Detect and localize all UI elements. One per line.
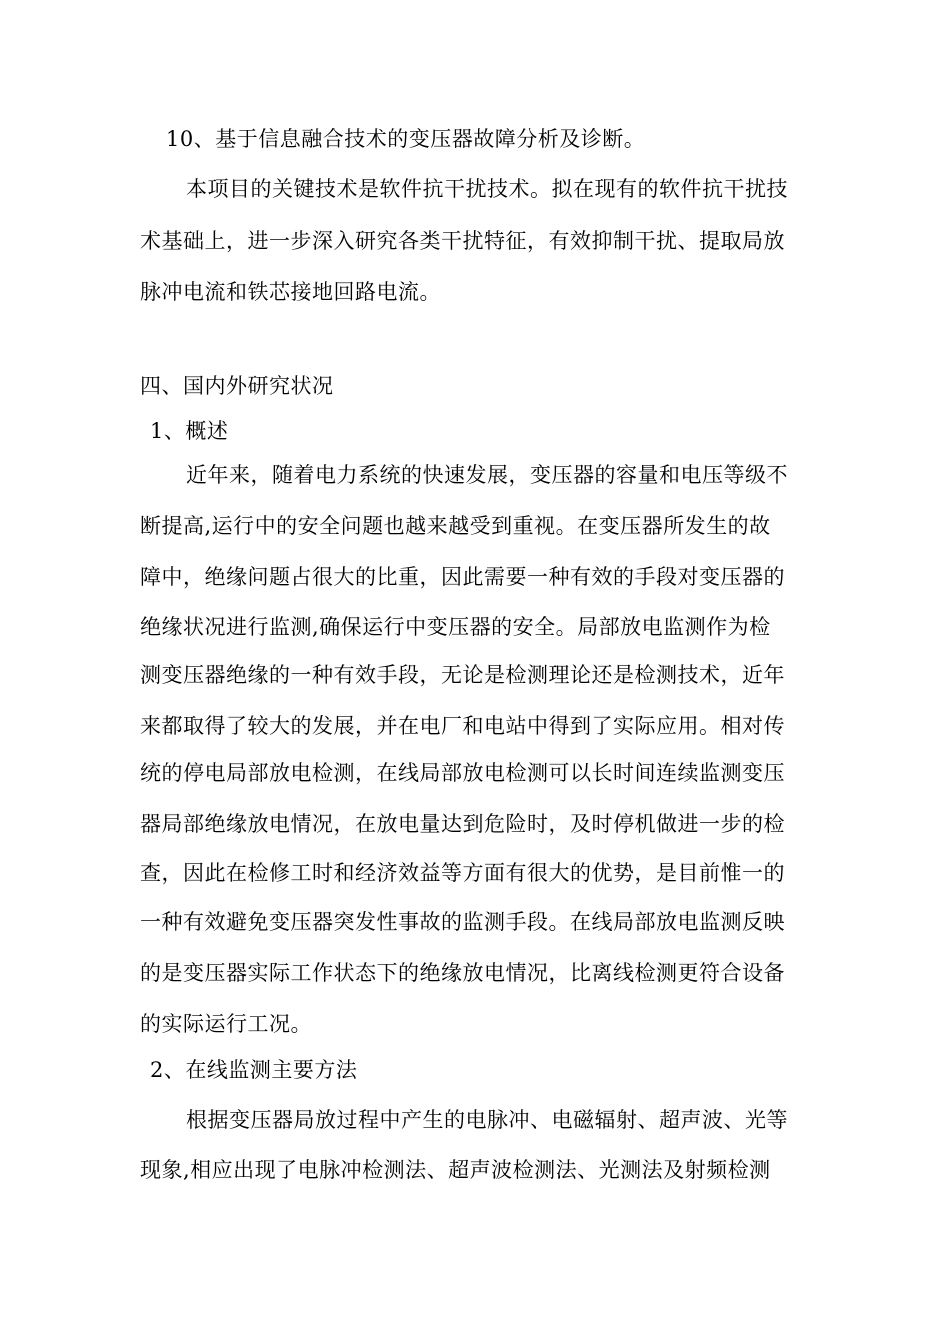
paragraph-line: 器局部绝缘放电情况，在放电量达到危险时，及时停机做进一步的检 [140, 812, 785, 836]
paragraph-line: 术基础上，进一步深入研究各类干扰特征，有效抑制干扰、提取局放 [140, 229, 785, 253]
paragraph-line: 绝缘状况进行监测,确保运行中变压器的安全。局部放电监测作为检 [140, 615, 771, 639]
paragraph-line: 障中，绝缘问题占很大的比重，因此需要一种有效的手段对变压器的 [140, 565, 785, 589]
paragraph-line: 查，因此在检修工时和经济效益等方面有很大的优势，是目前惟一的 [140, 861, 785, 885]
paragraph-line: 一种有效避免变压器突发性事故的监测手段。在线局部放电监测反映 [140, 910, 785, 934]
paragraph-line: 断提高,运行中的安全问题也越来越受到重视。在变压器所发生的故 [140, 514, 771, 538]
paragraph-line: 现象,相应出现了电脉冲检测法、超声波检测法、光测法及射频检测 [140, 1158, 771, 1182]
subsection-heading: 1、概述 [150, 419, 229, 443]
paragraph-line: 测变压器绝缘的一种有效手段，无论是检测理论还是检测技术，近年 [140, 663, 785, 687]
paragraph-line: 本项目的关键技术是软件抗干扰技术。拟在现有的软件抗干扰技 [186, 177, 788, 201]
paragraph-line: 统的停电局部放电检测，在线局部放电检测可以长时间连续监测变压 [140, 761, 785, 785]
subsection-heading: 2、在线监测主要方法 [150, 1058, 358, 1082]
paragraph-line: 根据变压器局放过程中产生的电脉冲、电磁辐射、超声波、光等 [186, 1108, 788, 1132]
paragraph-line: 的是变压器实际工作状态下的绝缘放电情况，比离线检测更符合设备 [140, 961, 785, 985]
paragraph-line: 近年来，随着电力系统的快速发展，变压器的容量和电压等级不 [186, 463, 788, 487]
list-item-10: 10、基于信息融合技术的变压器故障分析及诊断。 [166, 127, 646, 151]
paragraph-line: 来都取得了较大的发展，并在电厂和电站中得到了实际应用。相对传 [140, 714, 785, 738]
paragraph-line: 的实际运行工况。 [140, 1012, 312, 1036]
section-heading: 四、国内外研究状况 [140, 374, 334, 398]
paragraph-line: 脉冲电流和铁芯接地回路电流。 [140, 280, 441, 304]
